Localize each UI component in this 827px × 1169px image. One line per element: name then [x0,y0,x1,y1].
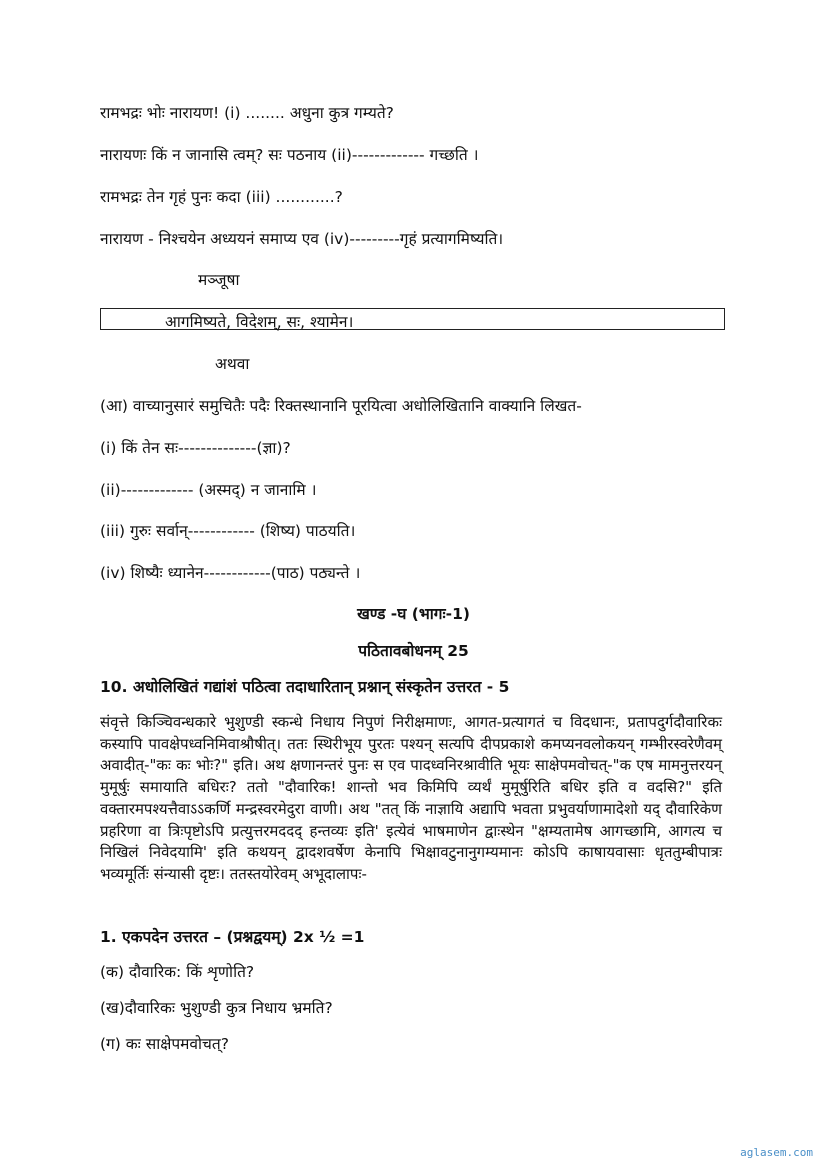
section-aa-item: (ii)------------- (अस्मद्) न जानामि । [100,481,317,499]
athava-label: अथवा [215,355,250,373]
question-10-passage: संवृत्ते किञ्चिवन्धकारे भुशुण्डी स्कन्धे निधाय निपुणं निरीक्षमाणः, आगत-प्रत्यागतं च विदधानः, प्रतापदुर्गदौवारिकः कस्यापि पावक्षेपध्वनिमिवाश्रौषीत्। ततः स्थिरीभूय पुरतः पश्यन् सत्यपि दीपप्रकाशे कमप्यनवलोकयन् गम्भीरस्वरेणैवम् अवादीत्-"कः कः भोः?" इति। अथ क्षणानन्तरं पुनः स एव पादध्वनिरश्रावीति भूयः साक्षेपमवोचत्-"क एष मामनुत्तरयन् मुमूर्षुः समायाति बधिरः? ततो "दौवारिक! शान्तो भव किमिपि व्यर्थं मुमूर्षुरिति बधिर इति व वदसि?" इति वक्तारमपश्यत्तैवाऽऽकर्णि मन्द्रस्वरमेदुरा वाणी। अथ "तत् किं नाज्ञायि अद्यापि भवता प्रभुवर्याणामादेशो यद् दौवारिकेण प्रहरिणा वा त्रिःपृष्टोऽपि प्रत्युत्तरमददद् हन्तव्यः इति' इत्येवं भाषमाणेन द्वाःस्थेन "क्षम्यतामेष आगच्छामि, आगत्य च निखिलं निवेदयामि' इति कथयन् द्वादशवर्षेण केनापि भिक्षावटुनानुगम्यमानः कोऽपि काषायवासाः धृततुम्बीपात्रः भव्यमूर्तिः संन्यासी दृष्टः। ततस्तयोरेवम् अभूदालापः- [100,713,722,883]
manjusha-box [100,308,725,330]
q1-heading: 1. एकपदेन उत्तरत – (प्रश्नद्वयम्) 2x ½ =1 [100,928,365,946]
dialogue-line-3: रामभद्रः तेन गृहं पुनः कदा (iii) ............? [100,188,343,206]
section-aa-item: (i) किं तेन सः--------------(ज्ञा)? [100,439,291,457]
dialogue-line-4: नारायण - निश्चयेन अध्ययनं समाप्य एव (iv)---------गृहं प्रत्यागमिष्यति। [100,230,504,248]
q1-item: (क) दौवारिक: किं शृणोति? [100,963,255,981]
manjusha-words: आगमिष्यते, विदेशम्, सः, श्यामेन। [165,313,354,331]
q1-item: (ग) कः साक्षेपमवोचत्? [100,1035,229,1053]
dialogue-line-2: नारायणः किं न जानासि त्वम्? सः पठनाय (ii)------------- गच्छति । [100,146,479,164]
section-aa-item: (iii) गुरुः सर्वान्------------ (शिष्य) पाठयति। [100,522,356,540]
footer-watermark[interactable]: aglasem.com [740,1146,813,1159]
khand-title: खण्ड -घ (भागः-1) [357,605,470,623]
dialogue-line-1: रामभद्रः भोः नारायण! (i) ........ अधुना कुत्र गम्यते? [100,104,394,122]
manjusha-heading: मञ्जूषा [198,271,240,289]
q1-item: (ख)दौवारिकः भुशुण्डी कुत्र निधाय भ्रमति? [100,999,333,1017]
section-aa-item: (iv) शिष्यैः ध्यानेन------------(पाठ) पठ्यन्ते । [100,564,361,582]
section-aa-instruction: (आ) वाच्यानुसारं समुचितैः पदैः रिक्तस्थानानि पूरयित्वा अधोलिखितानि वाक्यानि लिखत- [100,397,582,415]
khand-subtitle: पठितावबोधनम् 25 [358,642,469,660]
question-10-heading: 10. अधोलिखितं गद्यांशं पठित्वा तदाधारितान् प्रश्नान् संस्कृतेन उत्तरत - 5 [100,678,510,696]
